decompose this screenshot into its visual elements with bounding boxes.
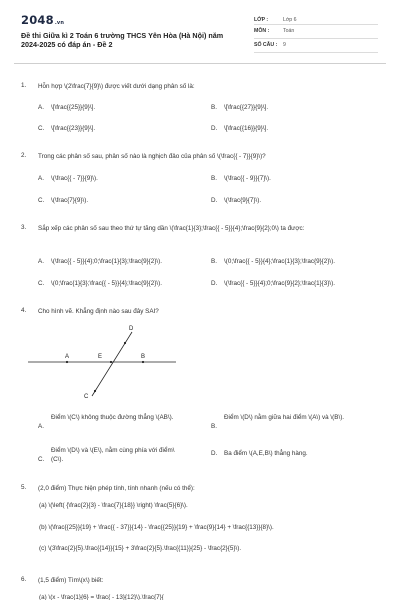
meta-value: 9 [283,42,286,48]
option-label: B. [211,423,217,430]
option-label: D. [211,125,218,132]
option-label: C. [38,280,45,287]
exam-meta [254,14,378,53]
option-value: \[\frac{{25}}{9}\]. [51,104,96,111]
label-c: C [84,394,89,400]
option-label: C. [38,197,45,204]
label-b: B [141,354,146,360]
question-number: 1. [21,82,27,89]
option-value: Ba điểm \(A,E,B\) thẳng hàng. [224,450,308,457]
label-d: D [129,326,134,332]
option-label: D. [211,450,218,457]
option-value: \(0;\frac{1}{3};\frac{{ - 5}}{4};\frac{9}{2}\). [51,280,162,287]
meta-key: SỐ CÂU : [254,42,278,48]
option-value: \(\frac{{ - 9}}{7}\). [224,175,271,182]
option-value: \(\frac{9}{7}\). [224,197,262,204]
geometry-figure [28,318,178,404]
option-label: C. [38,456,45,463]
question-number: 2. [21,152,27,159]
label-e: E [98,354,103,360]
option-label: C. [38,125,45,132]
option-label: A. [38,423,44,430]
option-label: A. [38,104,44,111]
label-a: A [65,354,70,360]
question-number: 5. [21,484,27,491]
point-a [66,361,68,363]
page-title: Đề thi Giữa kì 2 Toán 6 trường THCS Yên Hòa (Hà Nội) năm 2024-2025 có đáp án - Đề 2 [21,31,224,50]
option-label: B. [211,258,217,265]
question-text: (2,0 điểm) Thực hiện phép tính, tính nhanh (nếu có thể): [38,485,195,492]
option-label: B. [211,104,217,111]
question-text: Hỗn hợp \(2\frac{7}{9}\) được viết dưới dạng phân số là: [38,83,195,90]
question-number: 6. [21,576,27,583]
option-value: \[\frac{{27}}{9}\]. [224,104,269,111]
option-value: \[\frac{{23}}{9}\]. [51,125,96,132]
option-label: D. [211,197,218,204]
option-label: A. [38,175,44,182]
point-b [142,361,144,363]
subpart-a: (a) \(\left( {\frac{2}{3} - \frac{7}{18}} \right) \frac{5}{6}\). [39,502,188,509]
meta-value: Toán [283,28,295,34]
header-divider [14,63,386,64]
option-value: \(\frac{{ - 5}}{4};0;\frac{9}{2};\frac{1}{3}\). [224,280,335,287]
option-value: \[\frac{{16}}{9}\]. [224,125,269,132]
option-label: B. [211,175,217,182]
subpart-a: (a) \(x - \frac{1}{6} = \frac{ - 13}{12}\).\frac{7}{ [39,594,164,600]
question-text: Sắp xếp các phân số sau theo thứ tự tăng dần \(\frac{1}{3};\frac{{ - 5}}{4};\frac{9}{2};0\) ta được: [38,225,305,232]
option-value: Điểm \(D\) và \(E\), nằm cùng phía với điểm\(C\). [51,447,175,463]
option-label: A. [38,258,44,265]
meta-key: MÔN : [254,28,270,34]
option-value: Điểm \(D\) nằm giữa hai điểm \(A\) và \(B\). [224,414,345,421]
point-d [124,342,126,344]
option-label: D. [211,280,218,287]
subpart-b: (b) \(\frac{{25}}{19} + \frac{{ - 37}}{14} - \frac{{25}}{19} + \frac{9}{14} + \frac{{13}}{8}\). [39,524,274,531]
point-e [110,361,112,363]
question-number: 4. [21,307,27,314]
logo-main: 2048 [21,13,54,27]
point-c [94,390,96,392]
option-value: \(\frac{7}{9}\). [51,197,89,204]
question-text: Trong các phân số sau, phân số nào là nghịch đảo của phân số \(\frac{{ - 7}}{9}\)? [38,153,266,160]
site-logo[interactable] [21,13,64,27]
meta-value: Lớp 6 [283,17,297,23]
option-value: \(0;\frac{{ - 5}}{4};\frac{1}{3};\frac{9}{2}\). [224,258,335,265]
option-value: Điểm \(C\) không thuộc đường thẳng \(AB\). [51,414,174,421]
subpart-c: (c) \(3\frac{2}{5}.\frac{{14}}{15} + 3\frac{2}{5}.\frac{{11}}{25} - \frac{2}{5}\). [39,545,242,552]
question-number: 3. [21,224,27,231]
meta-row-count [254,39,378,53]
logo-suffix: .vn [54,20,65,26]
meta-row-subject [254,25,378,39]
question-text: Cho hình vẽ. Khẳng định nào sau đây SAI? [38,308,159,315]
option-value: \(\frac{{ - 7}}{9}\). [51,175,98,182]
meta-key: LỚP : [254,17,269,23]
line-cd [92,332,132,396]
meta-row-class [254,14,378,25]
option-value: \(\frac{{ - 5}}{4};0;\frac{1}{3};\frac{9}{2}\). [51,258,162,265]
question-text: (1,5 điểm) Tìm\(x\) biết: [38,577,104,584]
